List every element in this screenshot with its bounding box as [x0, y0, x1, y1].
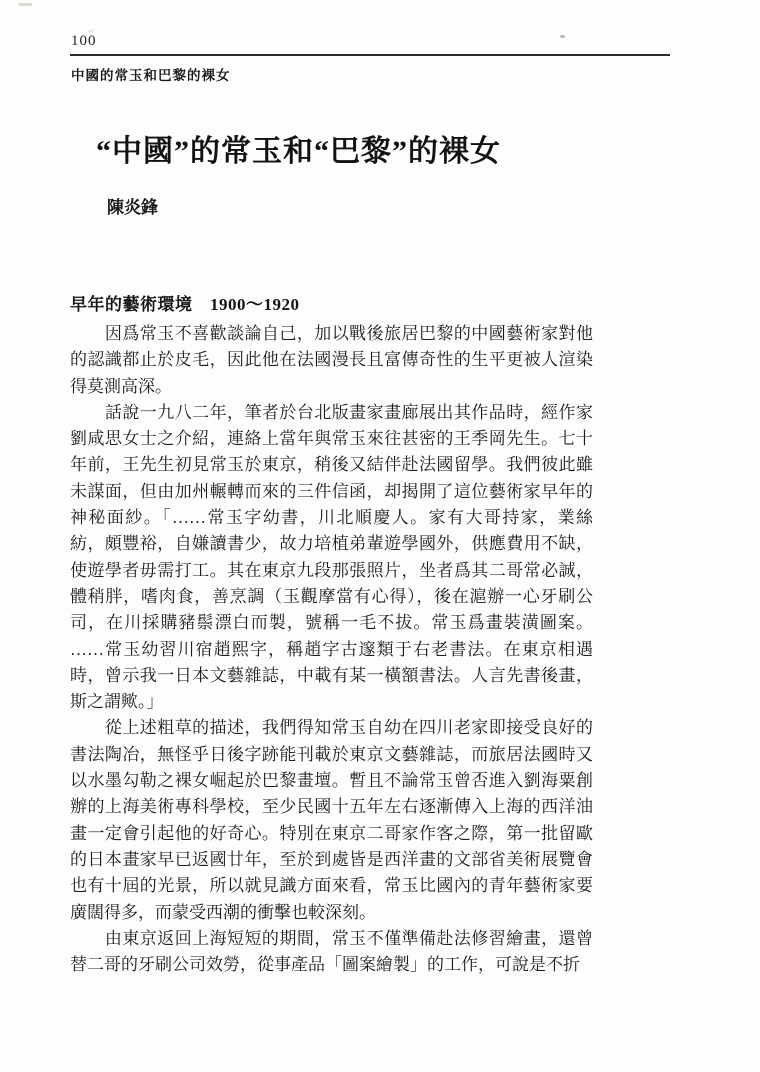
body-line: 紡，頗豐裕，自嫌讀書少，故力培植弟輩遊學國外，供應費用不缺，	[70, 534, 593, 554]
body-line: 替二哥的牙刷公司效勞，從事產品「圖案繪製」的工作，可說是不折	[70, 955, 580, 975]
body-line: 司，在川採購豬鬃漂白而製，號稱一毛不拔。常玉爲畫裝潢圖案。	[70, 613, 593, 633]
body-text	[70, 321, 593, 978]
body-line: 時，曾示我一日本文藝雜誌，中載有某一橫額書法。人言先書後畫，	[70, 665, 593, 685]
body-line: 辦的上海美術專科學校，至少民國十五年左右逐漸傳入上海的西洋油	[70, 797, 593, 817]
body-line: 未謀面，但由加州輾轉而來的三件信函，却揭開了這位藝術家早年的	[70, 481, 593, 501]
header-rule	[70, 54, 670, 56]
body-line: 畫一定會引起他的好奇心。特別在東京二哥家作客之際，第一批留歐	[70, 823, 593, 843]
body-line: 斯之謂歟。」	[70, 692, 164, 712]
body-line: 書法陶冶，無怪乎日後字跡能刊載於東京文藝雜誌，而旅居法國時又	[70, 744, 593, 764]
body-line: 年前，王先生初見常玉於東京，稍後又結伴赴法國留學。我們彼此雖	[70, 455, 593, 475]
section-heading: 早年的藝術環境 1900～1920	[70, 295, 300, 314]
body-line: 的日本畫家早已返國廿年，至於到處皆是西洋畫的文部省美術展覽會	[70, 849, 593, 869]
author-name: 陳炎鋒	[107, 198, 158, 217]
scan-speck	[560, 35, 565, 38]
body-line: 由東京返回上海短短的期間，常玉不僅準備赴法修習繪畫，還曾	[70, 928, 593, 948]
body-line: 以水墨勾勒之裸女崛起於巴黎畫壇。暫且不論常玉曾否進入劉海粟創	[70, 771, 593, 791]
body-line: 神秘面紗。「……常玉字幼書，川北順慶人。家有大哥持家，業絲	[70, 508, 593, 528]
running-header: 中國的常玉和巴黎的裸女	[71, 68, 231, 83]
body-line: 話說一九八二年，筆者於台北版畫家畫廊展出其作品時，經作家	[70, 402, 593, 422]
body-line: 體稍胖，嗜肉食，善烹調（玉觀摩當有心得），後在滬辦一心牙刷公	[70, 586, 593, 606]
scan-speck	[18, 3, 32, 6]
page-number: 100	[71, 33, 97, 49]
body-line: 的認識都止於皮毛，因此他在法國漫長且富傳奇性的生平更被人渲染	[70, 350, 593, 370]
article-title: “中國”的常玉和“巴黎”的裸女	[96, 135, 501, 168]
body-line: 從上述粗草的描述，我們得知常玉自幼在四川老家即接受良好的	[70, 718, 593, 738]
body-line: 劉咸思女士之介紹，連絡上當年與常玉來往甚密的王季岡先生。七十	[70, 429, 593, 449]
body-line: 廣闊得多，而蒙受西潮的衝擊也較深刻。	[70, 902, 376, 922]
body-line: ……常玉幼習川宿趙熙字，稱趙字古邃類于右老書法。在東京相遇	[70, 639, 593, 659]
body-line: 也有十屆的光景，所以就見識方面來看，常玉比國內的青年藝術家要	[70, 876, 593, 896]
body-line: 使遊學者毋需打工。其在東京九段那張照片，坐者爲其二哥常必誠，	[70, 560, 593, 580]
body-line: 得莫測高深。	[70, 376, 172, 396]
body-line: 因爲常玉不喜歡談論自己，加以戰後旅居巴黎的中國藝術家對他	[70, 324, 593, 343]
